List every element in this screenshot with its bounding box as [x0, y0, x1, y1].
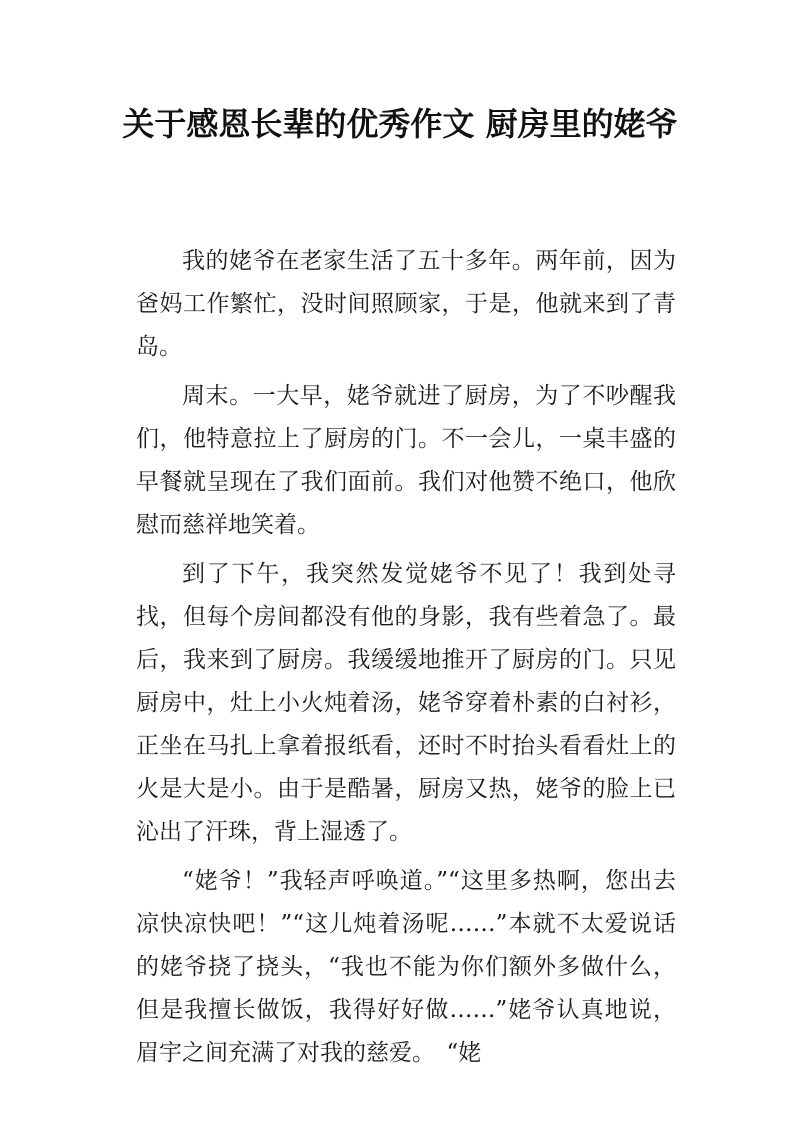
paragraph: 到了下午，我突然发觉姥爷不见了！我到处寻找，但每个房间都没有他的身影，我有些着急了。最后，我来到了厨房。我缓缓地推开了厨房的门。只见厨房中，灶上小火炖着汤，姥爷穿着朴素的白衬衫，正坐在马扎上拿着报纸看，还时不时抬头看看灶上的火是大是小。由于是酷暑，厨房又热，姥爷的脸上已沁出了汗珠，背上湿透了。 — [136, 561, 676, 845]
document-title: 关于感恩长辈的优秀作文 厨房里的姥爷 — [122, 105, 678, 143]
paragraph: “姥爷！”我轻声呼唤道。”“这里多热啊，您出去凉快凉快吧！”“这儿炖着汤呢……”本就不太爱说话的姥爷挠了挠头，“我也不能为你们额外多做什么，但是我擅长做饭，我得好好做……”姥爷认真地说，眉宇之间充满了对我的慈爱。 “姥 — [136, 868, 676, 1066]
paragraph: 我的姥爷在老家生活了五十多年。两年前，因为爸妈工作繁忙，没时间照顾家，于是，他就来到了青岛。 — [136, 248, 676, 360]
document-body — [136, 240, 676, 1081]
paragraph: 周末。一大早，姥爷就进了厨房，为了不吵醒我们，他特意拉上了厨房的门。不一会儿，一桌丰盛的早餐就呈现在了我们面前。我们对他赞不绝口，他欣慰而慈祥地笑着。 — [136, 383, 676, 538]
